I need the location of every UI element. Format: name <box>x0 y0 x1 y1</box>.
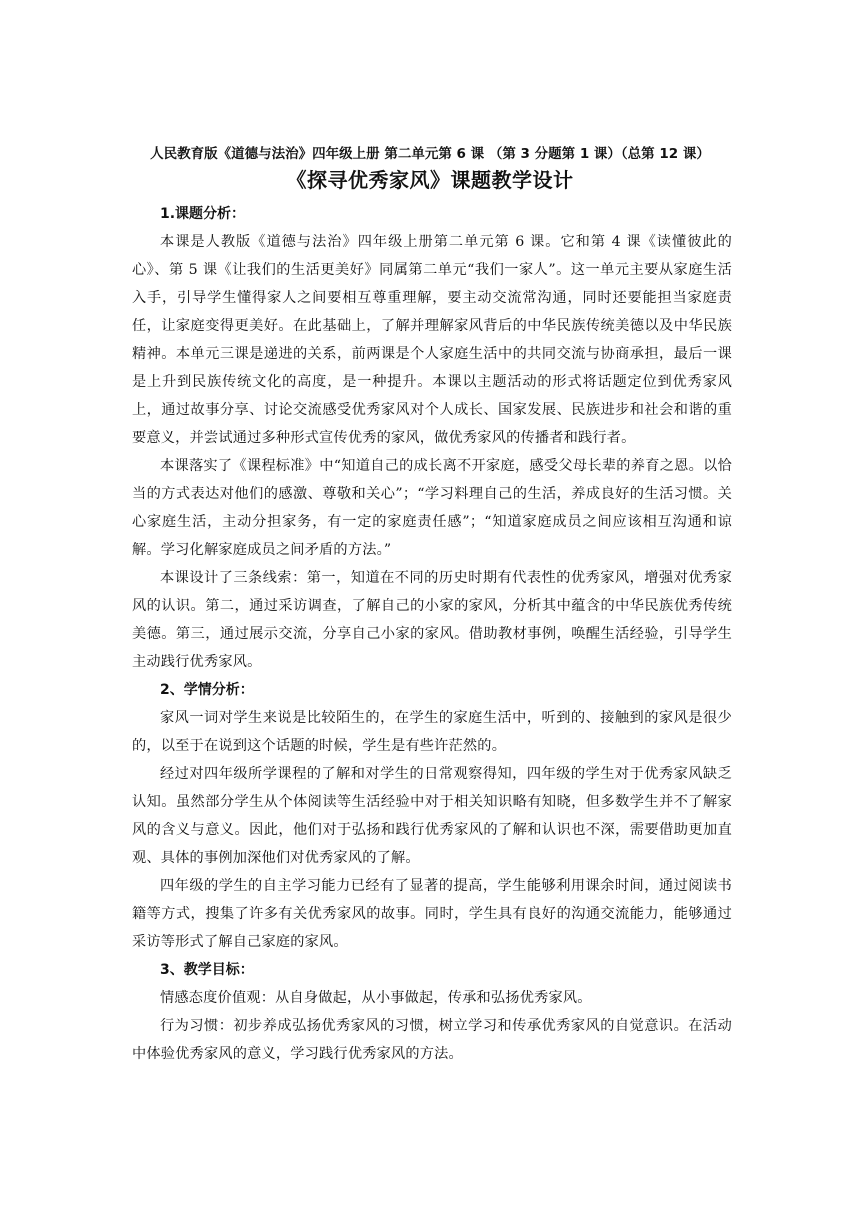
paragraph: 行为习惯：初步养成弘扬优秀家风的习惯，树立学习和传承优秀家风的自觉意识。在活动中体验优秀家风的意义，学习践行优秀家风的方法。 <box>132 1018 732 1062</box>
document-title: 《探寻优秀家风》课题教学设计 <box>286 168 574 192</box>
paragraph: 情感态度价值观：从自身做起，从小事做起，传承和弘扬优秀家风。 <box>160 990 592 1006</box>
section-heading: 2、学情分析： <box>160 682 254 698</box>
section-topic-analysis <box>132 200 732 676</box>
section-heading: 3、教学目标： <box>160 962 254 978</box>
paragraph: 本课落实了《课程标准》中“知道自己的成长离不开家庭，感受父母长辈的养育之恩。以恰当的方式表达对他们的感激、尊敬和关心”；“学习料理自己的生活，养成良好的生活习惯。关心家庭生活，主动分担家务，有一定的家庭责任感”；“知道家庭成员之间应该相互沟通和谅解。学习化解家庭成员之间矛盾的方法。” <box>132 458 732 558</box>
course-info-line: 人民教育版《道德与法治》四年级上册 第二单元第 6 课 （第 3 分题第 1 课）（总第 12 课） <box>150 146 710 162</box>
section-student-analysis <box>132 676 732 956</box>
paragraph: 家风一词对学生来说是比较陌生的，在学生的家庭生活中，听到的、接触到的家风是很少的，以至于在说到这个话题的时候，学生是有些许茫然的。 <box>132 710 732 754</box>
section-heading: 1.课题分析： <box>160 206 246 222</box>
paragraph: 本课是人教版《道德与法治》四年级上册第二单元第 6 课。它和第 4 课《读懂彼此的心》、第 5 课《让我们的生活更美好》同属第二单元“我们一家人”。这一单元主要从家庭生活入手，引导学生懂得家人之间要相互尊重理解，要主动交流常沟通，同时还要能担当家庭责任，让家庭变得更美好。在此基础上，了解并理解家风背后的中华民族传统美德以及中华民族精神。本单元三课是递进的关系，前两课是个人家庭生活中的共同交流与协商承担，最后一课是上升到民族传统文化的高度，是一种提升。本课以主题活动的形式将话题定位到优秀家风上，通过故事分享、讨论交流感受优秀家风对个人成长、国家发展、民族进步和社会和谐的重要意义，并尝试通过多种形式宣传优秀的家风，做优秀家风的传播者和践行者。 <box>132 234 732 446</box>
paragraph: 经过对四年级所学课程的了解和对学生的日常观察得知，四年级的学生对于优秀家风缺乏认知。虽然部分学生从个体阅读等生活经验中对于相关知识略有知晓，但多数学生并不了解家风的含义与意义。因此，他们对于弘扬和践行优秀家风的了解和认识也不深，需要借助更加直观、具体的事例加深他们对优秀家风的了解。 <box>132 766 732 866</box>
paragraph: 本课设计了三条线索：第一，知道在不同的历史时期有代表性的优秀家风，增强对优秀家风的认识。第二，通过采访调查，了解自己的小家的家风，分析其中蕴含的中华民族优秀传统美德。第三，通过展示交流，分享自己小家的家风。借助教材事例，唤醒生活经验，引导学生主动践行优秀家风。 <box>132 570 732 670</box>
document-body <box>132 200 732 1068</box>
paragraph: 四年级的学生的自主学习能力已经有了显著的提高，学生能够利用课余时间，通过阅读书籍等方式，搜集了许多有关优秀家风的故事。同时，学生具有良好的沟通交流能力，能够通过采访等形式了解自己家庭的家风。 <box>132 878 732 950</box>
section-teaching-goals <box>132 956 732 1068</box>
